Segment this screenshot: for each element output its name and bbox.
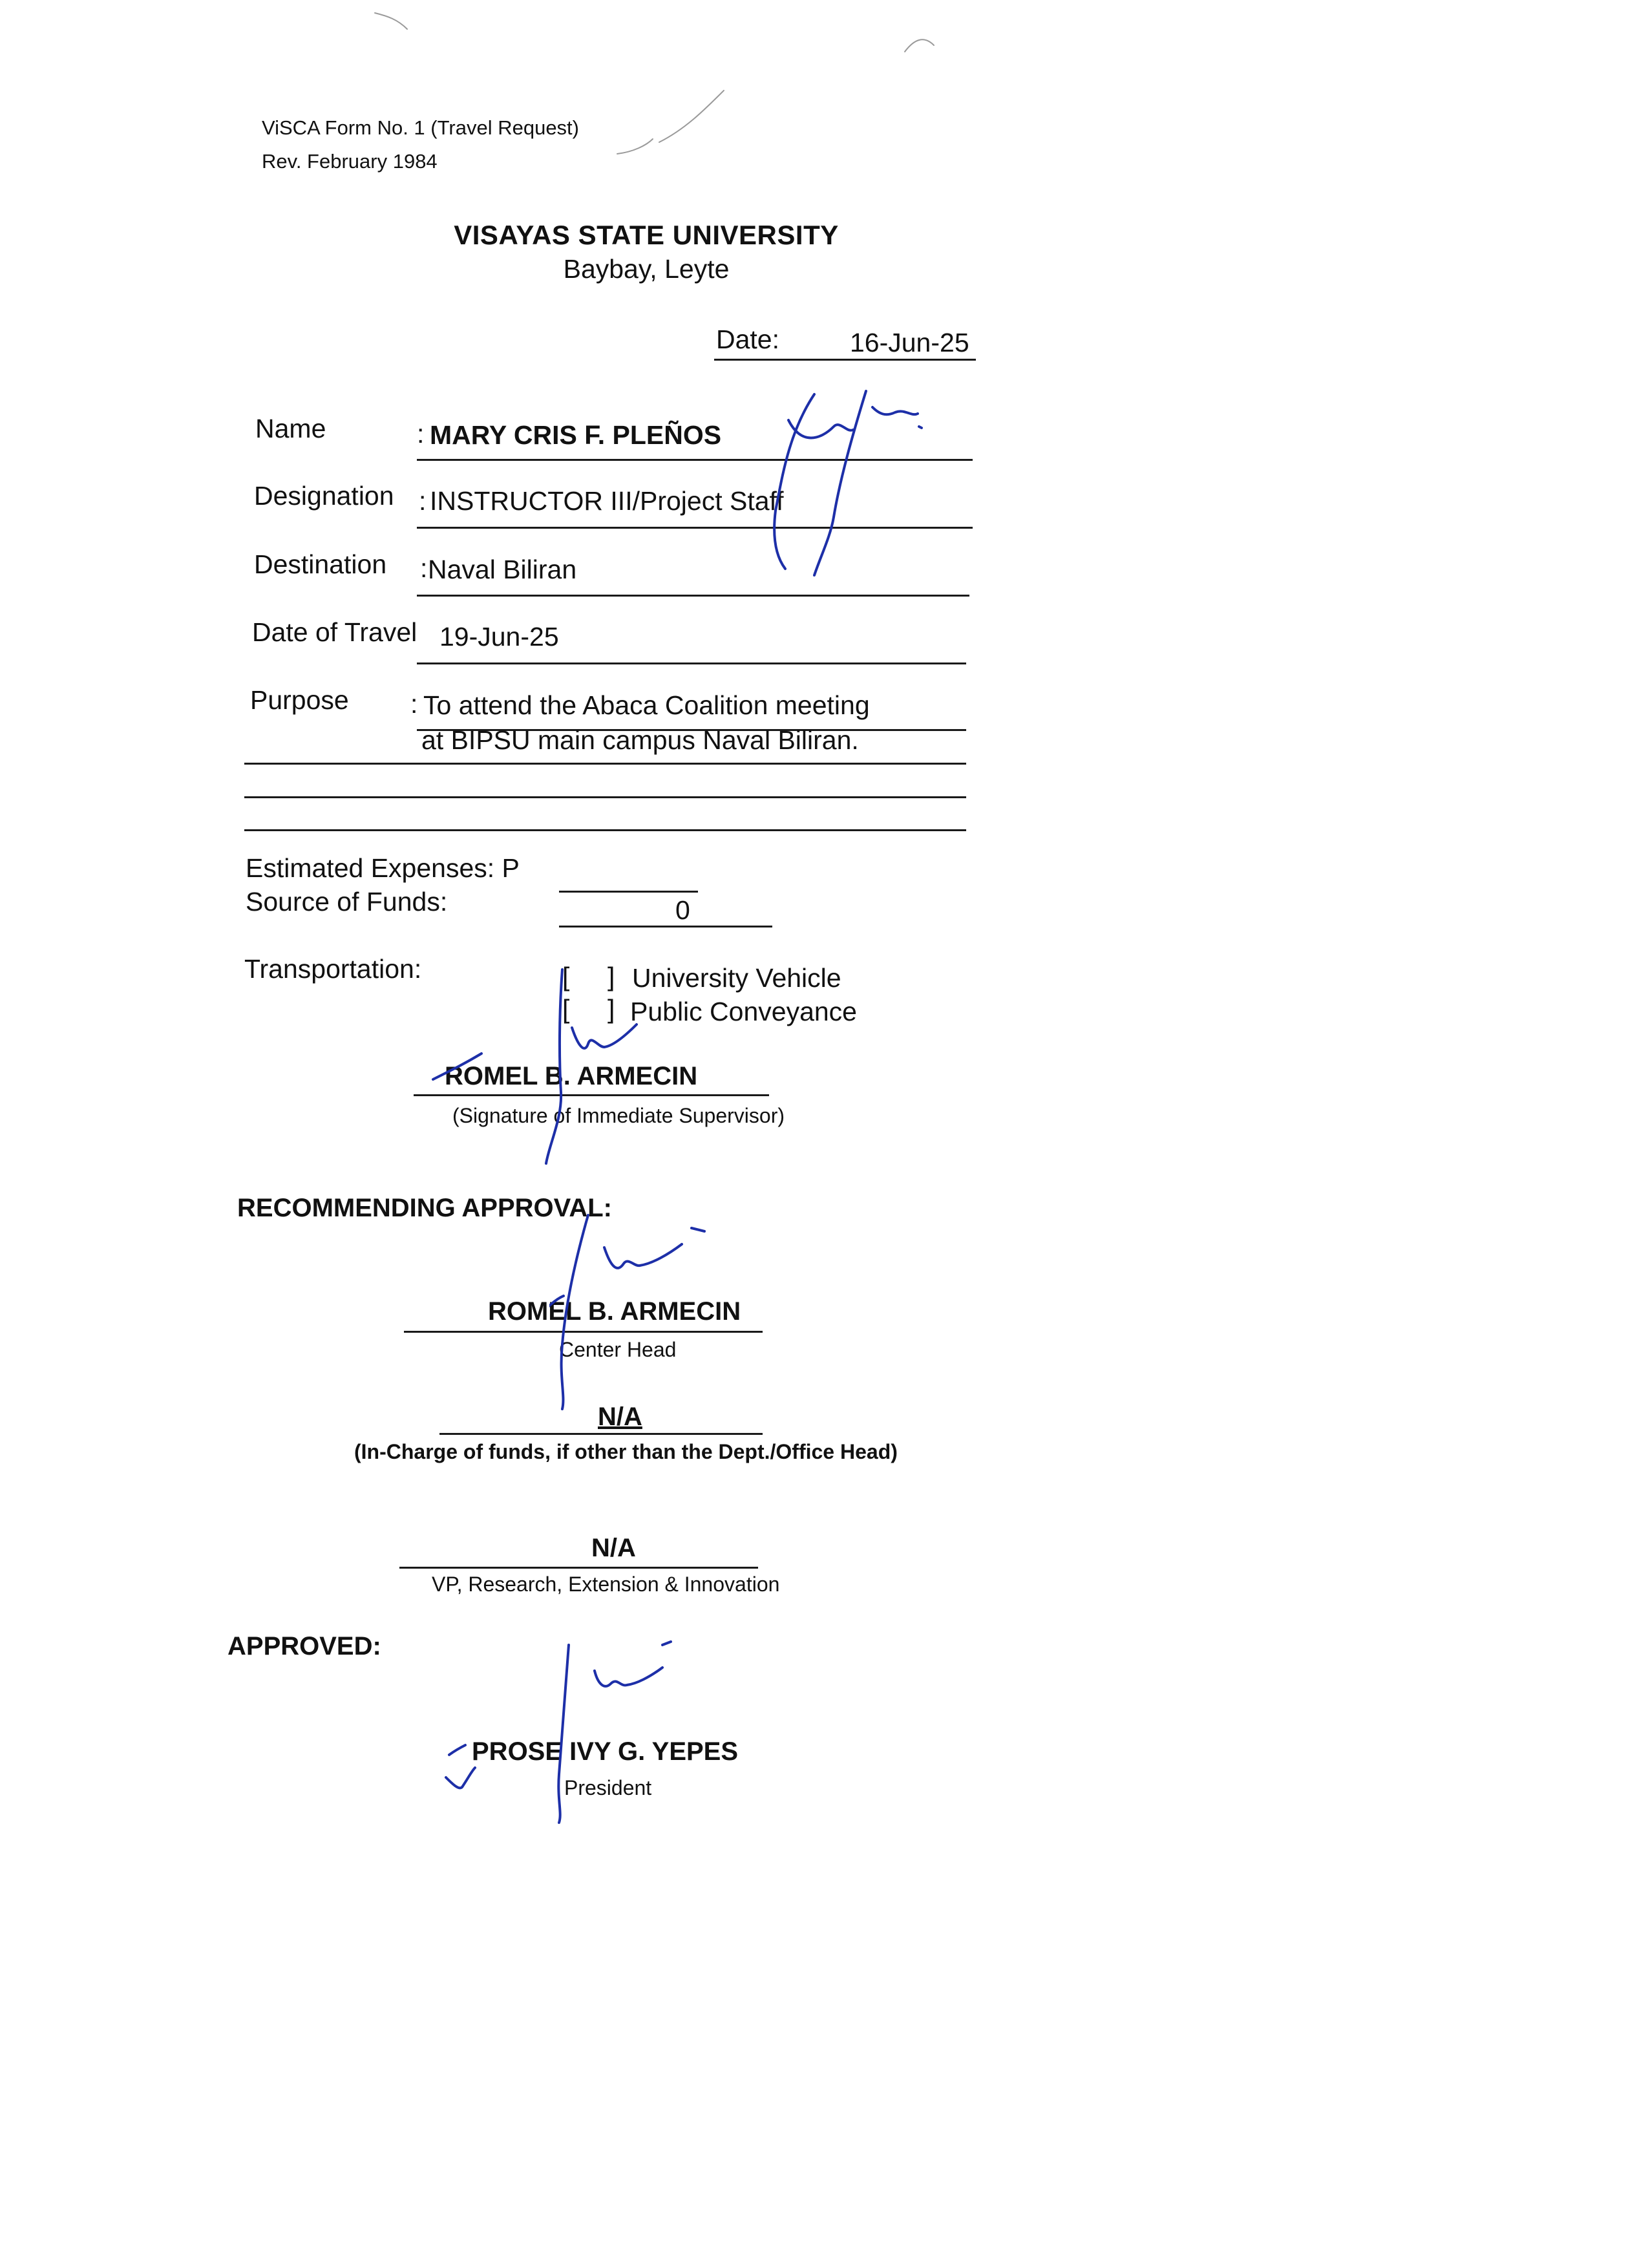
date-of-travel-underline (417, 662, 966, 664)
estimated-expenses-underline (559, 891, 698, 893)
destination-label: Destination (254, 549, 387, 579)
date-of-travel-value: 19-Jun-25 (439, 622, 559, 652)
date-underline (714, 359, 976, 361)
source-of-funds-value: 0 (675, 895, 690, 925)
purpose-line-1: To attend the Abaca Coalition meeting (423, 690, 870, 720)
designation-underline (417, 527, 973, 529)
source-of-funds-underline (559, 926, 772, 927)
destination-colon: : (420, 553, 428, 583)
purpose-underline-3 (244, 796, 966, 798)
purpose-label: Purpose (250, 685, 349, 715)
destination-underline (417, 595, 969, 597)
designation-value: INSTRUCTOR III/Project Staff (430, 486, 784, 516)
university-location: Baybay, Leyte (563, 254, 730, 284)
designation-label: Designation (254, 481, 394, 511)
designation-colon: : (419, 486, 427, 516)
funds-incharge-name: N/A (598, 1403, 642, 1431)
destination-value: Naval Biliran (428, 555, 577, 584)
vp-signature-line (399, 1567, 758, 1569)
supervisor-caption: (Signature of Immediate Supervisor) (452, 1104, 785, 1127)
form-revision: Rev. February 1984 (262, 150, 438, 173)
university-vehicle-option: University Vehicle (632, 963, 841, 993)
vp-name: N/A (591, 1534, 636, 1562)
purpose-underline-2 (244, 763, 966, 765)
approver-title: President (564, 1776, 652, 1799)
recommending-name: ROMEL B. ARMECIN (488, 1297, 741, 1326)
vp-caption: VP, Research, Extension & Innovation (432, 1573, 780, 1596)
source-of-funds-label: Source of Funds: (246, 887, 448, 917)
university-vehicle-checkbox-close: ] (607, 962, 615, 991)
funds-incharge-line (439, 1433, 763, 1435)
name-colon: : (417, 419, 425, 449)
form-number: ViSCA Form No. 1 (Travel Request) (262, 116, 579, 139)
university-vehicle-checkbox-open: [ (562, 962, 570, 991)
supervisor-name: ROMEL B. ARMECIN (445, 1062, 698, 1090)
approver-name: PROSE IVY G. YEPES (472, 1737, 739, 1766)
transportation-label: Transportation: (244, 954, 422, 984)
university-name: VISAYAS STATE UNIVERSITY (454, 220, 839, 250)
recommending-signature-line (404, 1331, 763, 1333)
funds-incharge-caption: (In-Charge of funds, if other than the Dept./Office Head) (354, 1440, 898, 1463)
supervisor-signature-line (414, 1094, 769, 1096)
public-conveyance-checkbox-open: [ (562, 994, 570, 1024)
recommending-approval-heading: RECOMMENDING APPROVAL: (237, 1194, 612, 1222)
purpose-colon: : (410, 689, 418, 719)
name-value: MARY CRIS F. PLEÑOS (430, 420, 722, 450)
public-conveyance-checkbox-close: ] (607, 994, 615, 1024)
scan-mark (362, 0, 439, 39)
recommending-title: Center Head (559, 1338, 677, 1361)
applicant-signature (711, 381, 931, 582)
estimated-expenses-label: Estimated Expenses: P (246, 853, 520, 883)
purpose-line-2: at BIPSU main campus Naval Biliran. (421, 725, 859, 755)
date-label: Date: (716, 324, 779, 354)
scan-mark (898, 26, 950, 65)
purpose-underline-4 (244, 829, 966, 831)
public-conveyance-option: Public Conveyance (630, 997, 857, 1026)
approved-heading: APPROVED: (227, 1632, 381, 1660)
staple-mark (607, 78, 737, 162)
name-label: Name (255, 414, 326, 443)
date-of-travel-label: Date of Travel (252, 617, 417, 647)
date-value: 16-Jun-25 (850, 328, 969, 357)
name-underline (417, 459, 973, 461)
